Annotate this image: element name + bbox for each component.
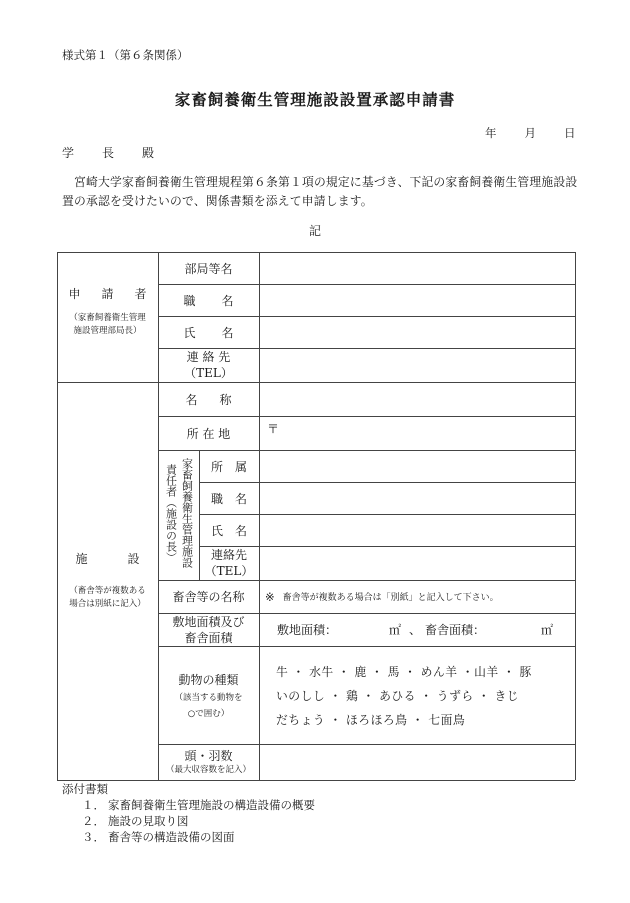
- barn-area-unit: ㎡: [541, 623, 554, 637]
- head-count-field[interactable]: [259, 744, 575, 780]
- site-area-label: 敷地面積：: [277, 623, 338, 637]
- department-field[interactable]: [259, 252, 575, 284]
- page-title: 家畜飼養衛生管理施設設置承認申請書: [174, 90, 456, 109]
- animal-type-label: 動物の種類: [178, 672, 239, 687]
- attachments-heading: 添付書類: [62, 782, 108, 796]
- body-text: 宮崎大学家畜飼養衛生管理規程第６条第１項の規定に基づき、下記の家畜飼養衛生管理施設設置の承認を受けたいので、関係書類を添えて申請します。: [62, 175, 578, 208]
- applicant-contact-label: 連 絡 先 （TEL）: [184, 350, 233, 380]
- location-label: 所 在 地: [186, 426, 231, 441]
- note-mark: ※: [265, 589, 275, 604]
- area-separator: 、: [409, 623, 422, 637]
- barn-area-label: 畜舎面積：: [425, 623, 486, 637]
- date-month: 月: [524, 126, 536, 140]
- applicant-position-field[interactable]: [259, 284, 575, 316]
- attachment-item: ２． 施設の見取り図: [82, 814, 189, 828]
- barn-name-field[interactable]: [259, 580, 575, 613]
- postal-mark: 〒: [267, 422, 280, 436]
- applicant-label: 申 請 者: [68, 286, 147, 301]
- applicant-note: （家畜飼養衛生管理 施設管理部局長）: [69, 313, 146, 336]
- animal-line-2[interactable]: いのしし ・ 鶏 ・ あひる ・ うずら ・ きじ: [276, 689, 520, 703]
- manager-position-field[interactable]: [259, 482, 575, 514]
- barn-name-label: 畜舎等の名称: [172, 590, 245, 604]
- form-id: 様式第１（第６条関係）: [62, 48, 189, 62]
- manager-sub-label: 家畜飼養衛生管理施設: [180, 458, 194, 568]
- facility-label: 施 設: [75, 551, 140, 566]
- site-area-unit: ㎡: [389, 623, 402, 637]
- animal-line-1[interactable]: 牛 ・ 水牛 ・ 鹿 ・ 馬 ・ めん羊 ・山羊 ・ 豚: [276, 665, 532, 679]
- manager-label: 責任者（施設の長） 家畜飼養衛生管理施設: [158, 452, 199, 578]
- location-field[interactable]: [259, 416, 575, 450]
- manager-affiliation-label: 所 属: [211, 459, 247, 474]
- area-label: 敷地面積及び 畜舎面積: [172, 614, 245, 645]
- head-count-note: （最大収容数を記入）: [165, 764, 251, 775]
- manager-contact-field[interactable]: [259, 546, 575, 580]
- date-day: 日: [564, 126, 576, 140]
- applicant-name-label: 氏 名: [183, 325, 234, 340]
- date-line: [485, 125, 576, 141]
- manager-affiliation-field[interactable]: [259, 450, 575, 482]
- date-year: 年: [485, 126, 497, 140]
- ki-heading: 記: [308, 224, 321, 238]
- attachment-item: ３． 畜舎等の構造設備の図面: [82, 830, 235, 844]
- addressee: 学 長 殿: [62, 146, 157, 160]
- head-count-label: 頭・羽数 （最大収容数を記入）: [165, 748, 251, 775]
- facility-name-label: 名 称: [185, 392, 232, 407]
- manager-contact-label: 連絡先 （TEL）: [204, 548, 254, 578]
- facility-note: （畜舎等が複数ある 場合は別紙に記入）: [69, 586, 146, 609]
- attachment-item: １． 家畜飼養衛生管理施設の構造設備の概要: [82, 798, 315, 812]
- department-label: 部局等名: [184, 261, 233, 276]
- facility-name-field[interactable]: [259, 382, 575, 416]
- applicant-position-label: 職 名: [183, 293, 234, 308]
- animal-line-3[interactable]: だちょう ・ ほろほろ鳥 ・ 七面鳥: [276, 713, 466, 727]
- area-field[interactable]: [259, 613, 575, 646]
- manager-name-label: 氏 名: [211, 523, 247, 538]
- applicant-contact-field[interactable]: [259, 348, 575, 382]
- barn-name-note: 畜舎等が複数ある場合は「別紙」と記入して下さい。: [282, 593, 499, 603]
- animal-type-note: （該当する動物を ○で囲む）: [174, 693, 243, 719]
- manager-name-field[interactable]: [259, 514, 575, 546]
- applicant-name-field[interactable]: [259, 316, 575, 348]
- manager-position-label: 職 名: [211, 491, 247, 506]
